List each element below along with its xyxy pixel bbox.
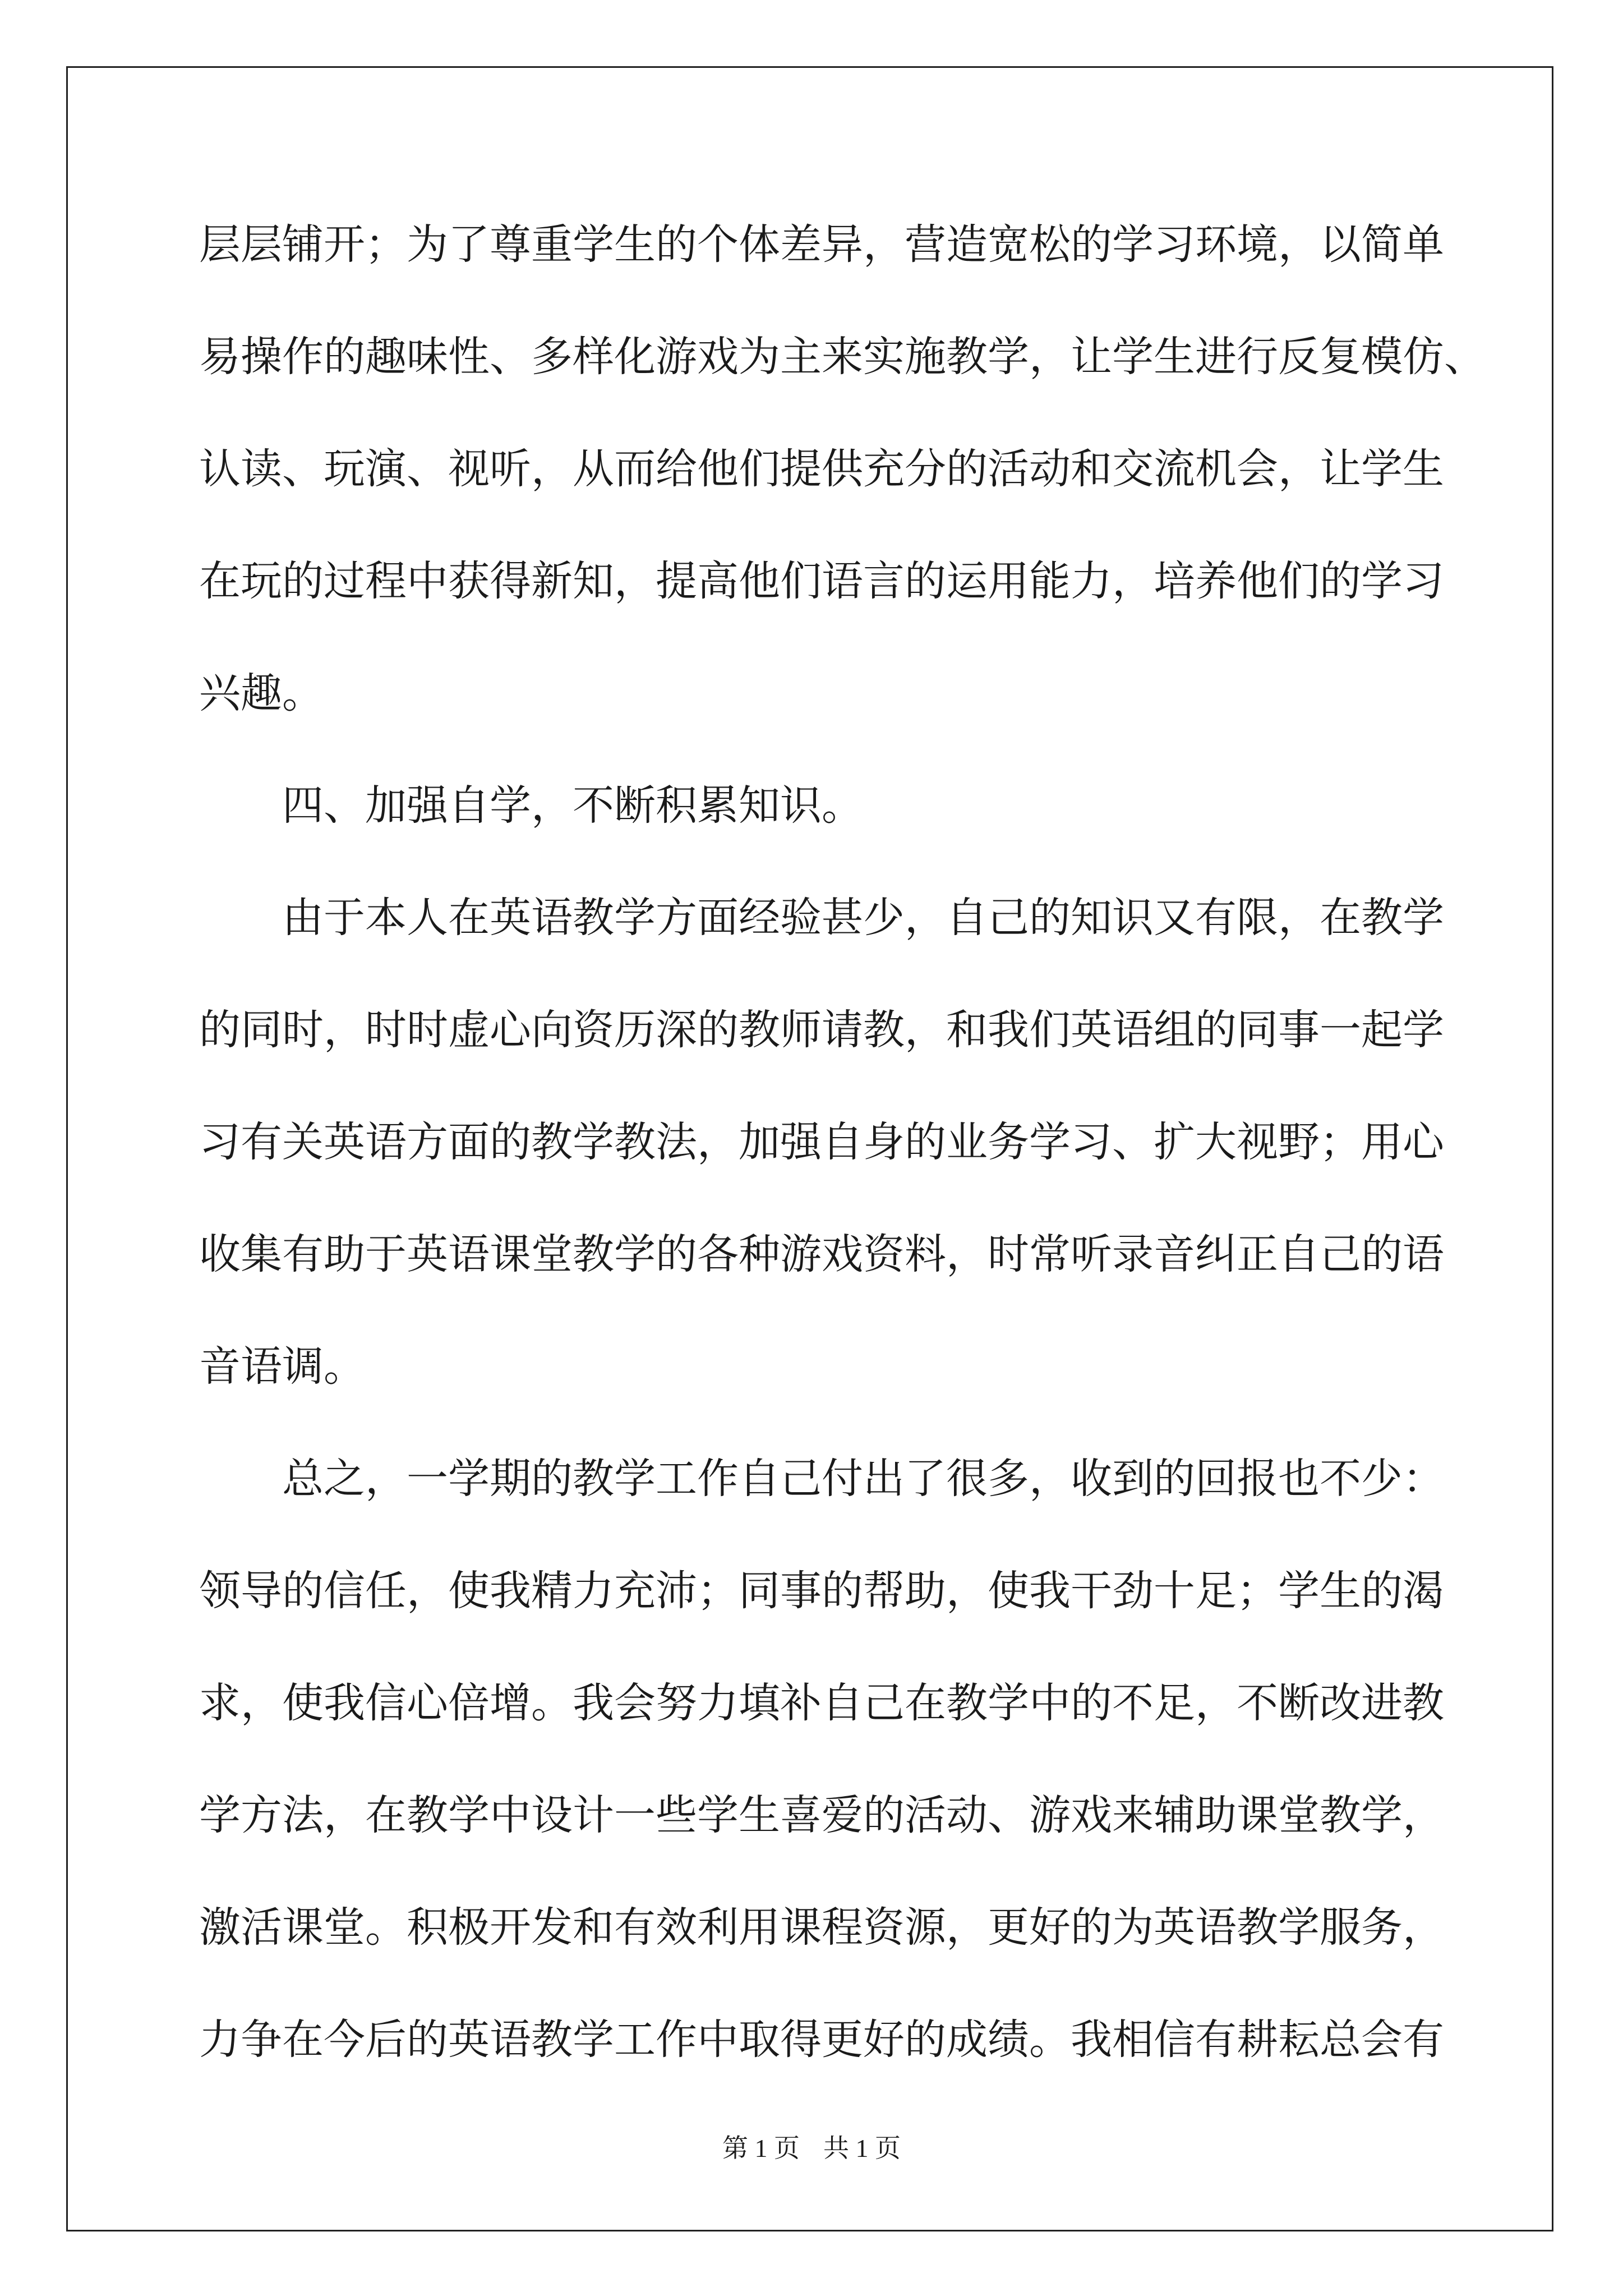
text-line: 收集有助于英语课堂教学的各种游戏资料，时常听录音纠正自己的语: [199, 1230, 1444, 1278]
text-line: 求，使我信心倍增。我会努力填补自己在教学中的不足，不断改进教: [199, 1679, 1444, 1727]
text-line: 学方法，在教学中设计一些学生喜爱的活动、游戏来辅助课堂教学，: [199, 1791, 1444, 1839]
text-line: 易操作的趣味性、多样化游戏为主来实施教学，让学生进行反复模仿、: [199, 333, 1486, 381]
page-footer: [0, 2132, 1623, 2165]
text-line: 领导的信任，使我精力充沛；同事的帮助，使我干劲十足；学生的渴: [199, 1567, 1444, 1615]
text-line: 力争在今后的英语教学工作中取得更好的成绩。我相信有耕耘总会有: [199, 2016, 1444, 2064]
text-line: 习有关英语方面的教学教法，加强自身的业务学习、扩大视野；用心: [199, 1118, 1444, 1166]
text-line: 的同时，时时虚心向资历深的教师请教，和我们英语组的同事一起学: [199, 1006, 1444, 1054]
text-line: 音语调。: [199, 1342, 365, 1391]
text-line: 层层铺开；为了尊重学生的个体差异，营造宽松的学习环境，以简单: [199, 220, 1444, 269]
page-total: 共 1 页: [823, 2134, 901, 2162]
text-line: 认读、玩演、视听，从而给他们提供充分的活动和交流机会，让学生: [199, 445, 1444, 493]
text-line: 由于本人在英语教学方面经验甚少，自己的知识又有限，在教学: [282, 894, 1444, 942]
text-line: 总之，一学期的教学工作自己付出了很多，收到的回报也不少：: [282, 1455, 1444, 1503]
text-line: 兴趣。: [199, 669, 324, 717]
page-number: 第 1 页: [722, 2134, 800, 2162]
text-line: 在玩的过程中获得新知，提高他们语言的运用能力，培养他们的学习: [199, 557, 1444, 605]
text-line: 激活课堂。积极开发和有效利用课程资源，更好的为英语教学服务，: [199, 1903, 1444, 1952]
section-heading: 四、加强自学，不断积累知识。: [282, 781, 863, 830]
